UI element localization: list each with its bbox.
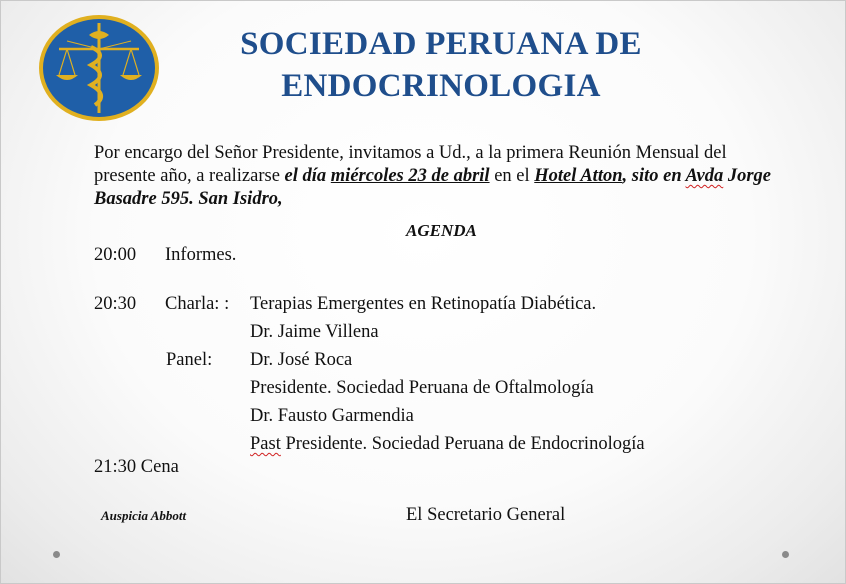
agenda-item-cena: 21:30 Cena (94, 457, 179, 477)
panelist-2-name: Dr. Fausto Garmendia (250, 406, 414, 426)
address-text: Jorge Basadre 595. San Isidro, (94, 166, 772, 209)
avda-word: Avda (685, 166, 724, 186)
panelist-2-role (250, 433, 645, 455)
invitation-paragraph (94, 142, 784, 211)
intro-text-2: el día (284, 166, 331, 186)
intro-text-1: Por encargo del Señor Presidente, invitamos a Ud., a la primera Reunión Mensual del presente año, a realizarse (94, 143, 727, 186)
hotel-name: Hotel Atton (534, 166, 623, 186)
intro-text-4: , sito en (622, 166, 686, 186)
charla-speaker: Dr. Jaime Villena (250, 322, 379, 342)
panelist-1-name: Dr. José Roca (250, 350, 353, 370)
agenda-time-1: 20:00 (94, 245, 137, 265)
charla-title: Terapias Emergentes en Retinopatía Diabética. (250, 294, 597, 314)
intro-text-3: en el (489, 166, 535, 186)
corner-dot-right (782, 551, 789, 558)
title-line-2: ENDOCRINOLOGIA (281, 68, 601, 104)
page-title (171, 23, 711, 107)
title-line-1: SOCIEDAD PERUANA DE (240, 26, 642, 62)
past-word: Past (250, 434, 281, 454)
corner-dot-left (53, 551, 60, 558)
panelist-1-role: Presidente. Sociedad Peruana de Oftalmología (250, 378, 594, 398)
panelist-2-role-rest: Presidente. Sociedad Peruana de Endocrinología (280, 434, 645, 454)
panel-label: Panel: (166, 350, 213, 370)
society-logo (37, 13, 161, 123)
agenda-item-informes: Informes. (165, 245, 237, 265)
agenda-time-2: 20:30 (94, 294, 137, 314)
meeting-date: miércoles 23 de abril (330, 166, 490, 186)
signature-text: El Secretario General (406, 505, 566, 525)
charla-label: Charla: : (165, 294, 230, 314)
agenda-heading: AGENDA (406, 221, 477, 240)
sponsor-text: Auspicia Abbott (101, 508, 187, 523)
